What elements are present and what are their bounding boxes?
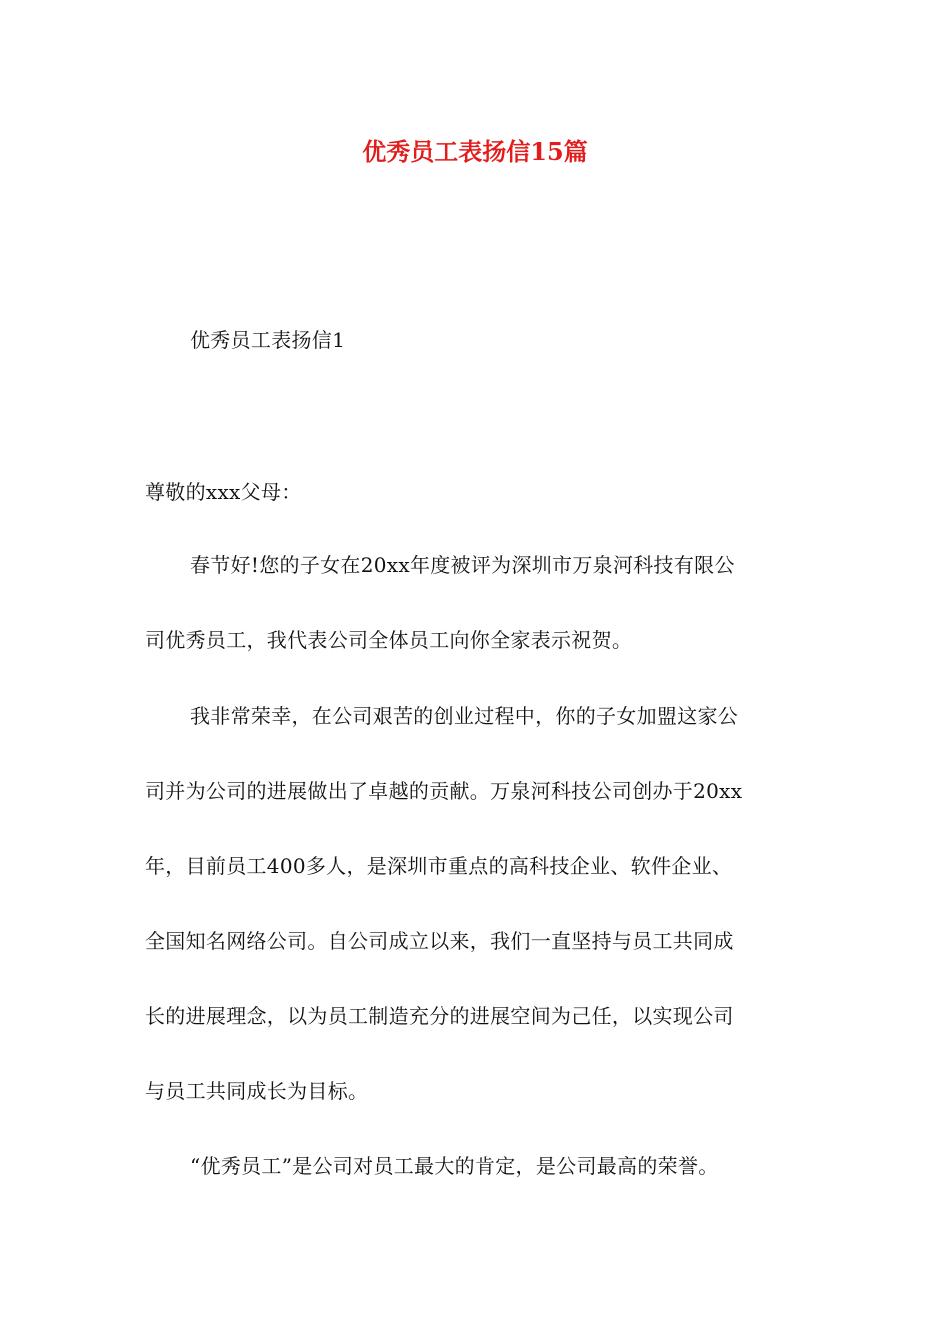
section-heading: 优秀员工表扬信1 xyxy=(190,328,346,352)
paragraph-line-3: 我非常荣幸，在公司艰苦的创业过程中，你的子女加盟这家公 xyxy=(190,704,739,728)
paragraph-line-4: 司并为公司的进展做出了卓越的贡献。万泉河科技公司创办于20xx xyxy=(145,779,743,803)
paragraph-line-9: “优秀员工”是公司对员工最大的肯定，是公司最高的荣誉。 xyxy=(190,1154,719,1178)
document-title: 优秀员工表扬信15篇 xyxy=(362,137,588,166)
paragraph-line-8: 与员工共同成长为目标。 xyxy=(145,1079,369,1103)
paragraph-line-7: 长的进展理念，以为员工制造充分的进展空间为己任，以实现公司 xyxy=(145,1004,734,1028)
paragraph-line-2: 司优秀员工，我代表公司全体员工向你全家表示祝贺。 xyxy=(145,628,633,652)
salutation: 尊敬的xxx父母： xyxy=(145,480,302,504)
paragraph-line-6: 全国知名网络公司。自公司成立以来，我们一直坚持与员工共同成 xyxy=(145,929,734,953)
paragraph-line-5: 年，目前员工400多人，是深圳市重点的高科技企业、软件企业、 xyxy=(145,854,733,878)
paragraph-line-1: 春节好!您的子女在20xx年度被评为深圳市万泉河科技有限公 xyxy=(190,553,735,577)
